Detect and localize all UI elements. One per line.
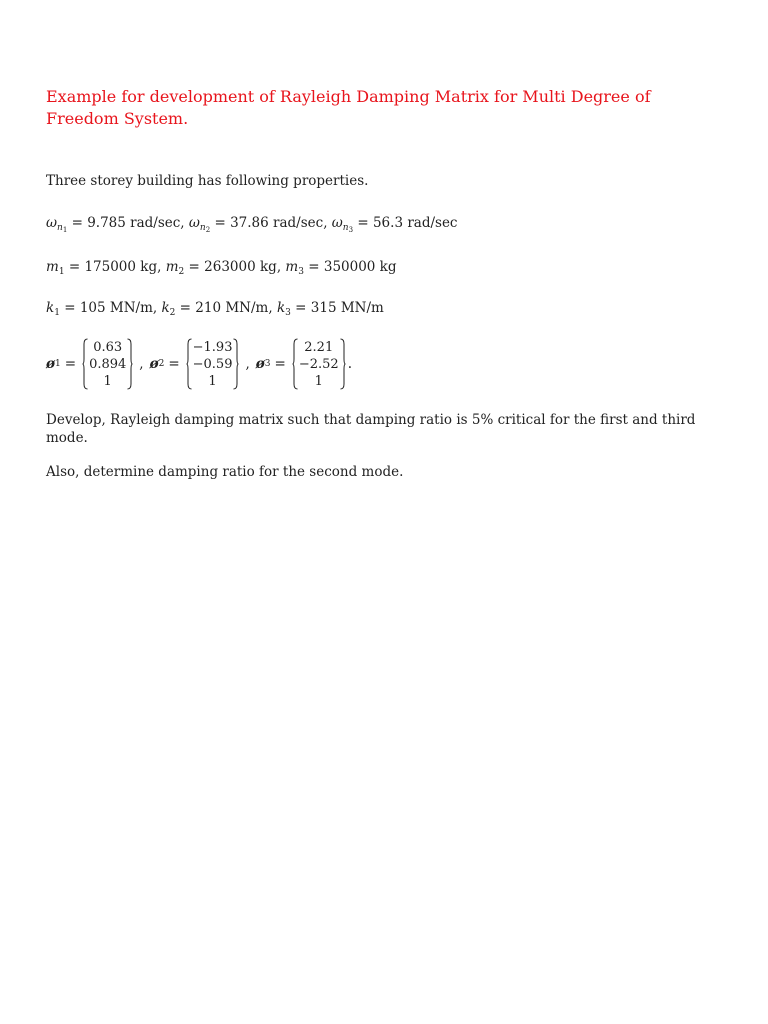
mass-symbol: m (46, 259, 59, 275)
stiffness-sub: 3 (285, 308, 291, 318)
omega-sub: n (199, 223, 206, 233)
stiffness-sub: 1 (54, 308, 60, 318)
omega-sub: n (57, 223, 63, 233)
task-damping-matrix: Develop, Rayleigh damping matrix such that damping ratio is 5% critical for the first and third mode. (46, 412, 696, 446)
mass-1-value: 175000 kg (84, 259, 158, 275)
mode-1-value: 0.63 (93, 339, 123, 355)
mass-2-value: 263000 kg (204, 259, 277, 275)
mode-2-value: 1 (208, 373, 217, 389)
omega-3-value: 56.3 rad/sec (372, 215, 458, 231)
mass-line: $m_1 = 175000$ kg, $m_2 = 263000$ kg, $m_3 = 350000$ kg (46, 259, 397, 277)
stiffness-1-value: 105 MN/m (79, 300, 153, 316)
natural-frequency-line: $\omega_{n_1} = 9.785$ rad/sec, $\omega_{n_2} = 37.86$ rad/sec, $\omega_{n_3} = 56.3$ rad/sec (46, 215, 458, 234)
mode-3-value: 1 (314, 373, 323, 389)
left-brace-icon (186, 338, 192, 390)
phi-symbol: ø (255, 356, 265, 372)
stiffness-2-value: 210 MN/m (195, 300, 269, 316)
omega-2-value: 37.86 rad/sec (230, 215, 324, 231)
right-brace-icon (340, 338, 346, 390)
task-second-mode: Also, determine damping ratio for the second mode. (46, 464, 404, 480)
mass-symbol: m (285, 259, 299, 275)
omega-sub: n (342, 223, 349, 233)
mode-2-value: −0.59 (192, 356, 233, 372)
mode-shape-line: ø 1 = 0.63 0.894 1 , ø 2 = −1.93 −0.59 1 , ø 3 = 2.21 −2.52 1 . (46, 339, 352, 389)
mode-2-value: −1.93 (192, 339, 233, 355)
mode-2-vector (186, 338, 240, 390)
omega-subsub: 3 (348, 226, 354, 234)
stiffness-symbol: k (276, 300, 286, 316)
left-brace-icon (82, 338, 88, 390)
right-brace-icon (233, 338, 239, 390)
stiffness-line: $k_1 = 105$ MN/m, $k_2 = 210$ MN/m, $k_3 = 315$ MN/m (46, 300, 384, 318)
omega-symbol: ω (188, 215, 200, 231)
mass-sub: 3 (298, 267, 304, 277)
mass-symbol: m (165, 259, 179, 275)
mode-3-vector (292, 338, 346, 390)
mode-3-value: −2.52 (298, 356, 339, 372)
left-brace-icon (292, 338, 298, 390)
mode-3-value: 2.21 (304, 339, 334, 355)
omega-subsub: 2 (205, 226, 211, 234)
omega-subsub: 1 (62, 226, 68, 234)
mass-3-value: 350000 kg (323, 259, 397, 275)
mode-1-value: 0.894 (89, 356, 127, 372)
stiffness-symbol: k (161, 300, 170, 316)
intro-text: Three storey building has following properties. (46, 173, 369, 189)
mass-sub: 2 (178, 267, 185, 277)
mode-1-value: 1 (103, 373, 112, 389)
phi-symbol: ø (46, 356, 56, 372)
stiffness-symbol: k (46, 300, 55, 316)
stiffness-3-value: 315 MN/m (310, 300, 384, 316)
mass-sub: 1 (58, 267, 65, 277)
phi-symbol: ø (149, 356, 159, 372)
stiffness-sub: 2 (169, 308, 176, 318)
problem-title: Example for development of Rayleigh Damping Matrix for Multi Degree of Freedom System. (46, 87, 651, 128)
omega-symbol: ω (46, 215, 58, 231)
right-brace-icon (127, 338, 133, 390)
mode-1-vector (82, 338, 133, 390)
omega-1-value: 9.785 rad/sec (87, 215, 181, 231)
omega-symbol: ω (331, 215, 343, 231)
